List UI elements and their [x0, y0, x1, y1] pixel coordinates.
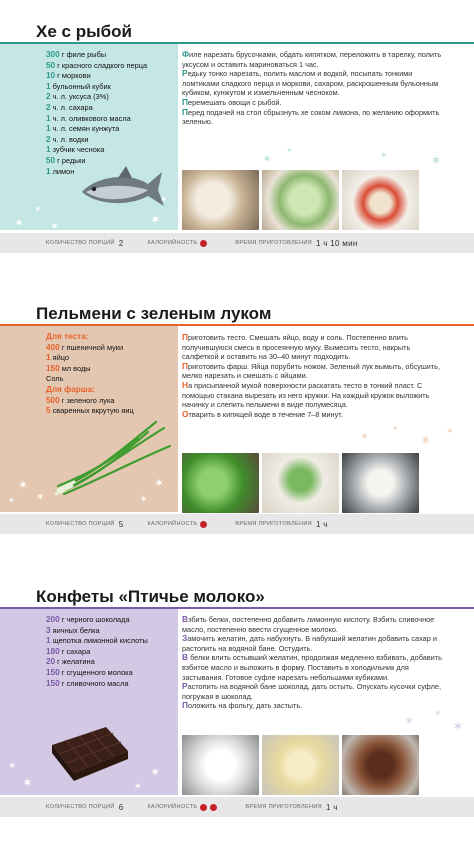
step-initial: О: [182, 408, 189, 419]
star-icon: ✶: [360, 431, 370, 443]
ingredient-quantity: 200: [46, 615, 60, 624]
ingredient-quantity: 3: [46, 625, 51, 635]
step-text: риготовить фарш. Яйца порубить ножом. Зеленый лук вымыть, обсушить, мелко нарезать и смешать с яйцами.: [182, 361, 440, 381]
recipe-footer: [0, 514, 474, 534]
ingredient-text: г красного сладкого перца: [55, 60, 148, 70]
portions-label: КОЛИЧЕСТВО ПОРЦИЙ: [46, 804, 115, 810]
recipe-title: Конфеты «Птичье молоко»: [36, 587, 265, 606]
recipe-footer: [0, 797, 474, 817]
calorie-dot-icon: [200, 804, 207, 811]
step-text: белки влить остывший желатин, продолжая медленно взбивать, добавить взбитое масло и выложить в форму. Поставить в холодильник для застывания. Готовое суфле нарезать небольшими кубиками.: [182, 653, 442, 682]
photo-chopped-onion: [182, 453, 259, 513]
step-initial: Р: [182, 681, 188, 692]
ingredient-item: [46, 657, 148, 668]
step-paragraph: [182, 701, 448, 711]
step-initial: З: [182, 633, 188, 644]
step-paragraph: [182, 108, 448, 127]
ingredient-text: ч. л. сахара: [50, 102, 93, 112]
ingredient-item: [46, 374, 134, 385]
calorie-dot-icon: [210, 804, 217, 811]
ingredient-quantity: 300: [46, 50, 60, 59]
step-photos: [182, 735, 419, 795]
ingredient-quantity: 1: [46, 166, 51, 176]
ingredient-text: г редьки: [55, 155, 86, 165]
step-paragraph: [182, 333, 448, 362]
star-icon: ✶: [262, 152, 273, 166]
ingredient-item: [46, 636, 148, 647]
ingredient-item: [46, 385, 134, 396]
photo-souffle-cubes: [262, 735, 339, 795]
calorie-dots: [197, 521, 207, 528]
step-paragraph: [182, 615, 448, 634]
ingredient-quantity: 1: [46, 113, 51, 123]
ingredient-item: [46, 615, 148, 626]
ingredient-quantity: 500: [46, 395, 60, 405]
ingredient-item: [46, 114, 147, 125]
ingredient-subheading: Для теста:: [46, 332, 89, 341]
ingredient-item: [46, 668, 148, 679]
ingredient-text: яйцо: [50, 353, 70, 363]
step-paragraph: [182, 98, 448, 108]
step-text: амочить желатин, дать набухнуть. В набухший желатин добавить сахар и растопить на водяной бане. Остудить.: [182, 634, 437, 653]
step-initial: Н: [182, 379, 189, 390]
ingredient-item: [46, 92, 147, 103]
ingredient-text: лимон: [50, 166, 75, 176]
portions-value: 5: [118, 519, 124, 529]
ingredient-quantity: 2: [46, 102, 51, 112]
ingredient-item: [46, 50, 147, 61]
star-icon: ✶: [50, 221, 60, 230]
step-paragraph: [182, 69, 448, 98]
ingredient-item: [46, 103, 147, 114]
star-icon: ✶: [286, 146, 293, 155]
ingredient-quantity: 150: [46, 667, 60, 677]
star-icon: ✶: [8, 761, 17, 772]
ingredient-text: г желатина: [55, 657, 95, 667]
photo-plated-dish: [342, 170, 419, 230]
star-icon: ✶: [140, 494, 148, 504]
ingredient-item: [46, 71, 147, 82]
star-icon: ✶: [430, 152, 442, 168]
ingredient-item: [46, 353, 134, 364]
fish-illustration: [78, 162, 166, 214]
ingredient-item: [46, 332, 134, 343]
portions-value: 6: [118, 802, 124, 812]
ingredient-text: Соль: [46, 374, 64, 384]
star-icon: ✶: [134, 781, 142, 791]
ingredient-item: [46, 626, 148, 637]
ingredient-quantity: 50: [46, 155, 56, 165]
portions-label: КОЛИЧЕСТВО ПОРЦИЙ: [46, 521, 115, 527]
star-icon: ✶: [14, 216, 25, 230]
calorie-label: КАЛОРИЙНОСТЬ: [147, 240, 198, 246]
star-icon: ✶: [420, 432, 432, 448]
star-icon: ✶: [34, 204, 42, 214]
step-text: тварить в кипящей воде в течение 7–8 минут.: [188, 409, 343, 419]
ingredient-quantity: 1: [46, 636, 51, 646]
calorie-label: КАЛОРИЙНОСТЬ: [147, 521, 198, 527]
ingredient-text: ч. л. водки: [50, 134, 89, 144]
step-paragraph: [182, 381, 448, 410]
ingredient-text: г черного шоколада: [59, 615, 130, 624]
ingredient-quantity: 2: [46, 92, 51, 102]
ingredient-quantity: 150: [46, 363, 60, 373]
ingredient-quantity: 20: [46, 657, 56, 667]
ingredient-text: ч. л. семян кунжута: [50, 124, 120, 134]
star-icon: ✶: [22, 775, 33, 790]
ingredients-list: [46, 50, 147, 177]
calorie-label: КАЛОРИЙНОСТЬ: [147, 804, 198, 810]
step-text: еред подачей на стол сбрызнуть хе соком лимона, по желанию оформить зеленью.: [182, 107, 440, 127]
step-text: оложить на фольгу, дать застыть.: [188, 701, 303, 711]
ingredient-item: [46, 396, 134, 407]
step-text: риготовить тесто. Смешать яйцо, воду и соль. Постепенно влить получившуюся смесь в просеянную муку. Вымесить тесто, накрыть салфеткой и оставить на 30–40 минут подходить.: [182, 333, 411, 362]
ingredient-quantity: 1: [46, 81, 51, 91]
ingredient-quantity: 150: [46, 678, 60, 688]
calorie-dots: [197, 240, 207, 247]
ingredient-quantity: 180: [46, 646, 60, 656]
calorie-dot-icon: [200, 240, 207, 247]
portions-label: КОЛИЧЕСТВО ПОРЦИЙ: [46, 240, 115, 246]
ingredient-text: сваренных вкрутую яиц: [50, 406, 134, 416]
ingredients-panel: [0, 44, 178, 230]
ingredient-quantity: 50: [46, 60, 56, 70]
ingredient-subheading: Для фарша:: [46, 384, 95, 394]
ingredient-item: [46, 124, 147, 135]
step-initial: В: [182, 614, 189, 624]
ingredient-text: г сахара: [59, 646, 91, 656]
star-icon: ✶: [446, 426, 454, 436]
ingredient-item: [46, 679, 148, 690]
ingredient-text: г филе рыбы: [59, 50, 107, 59]
star-icon: ✶: [36, 492, 45, 503]
step-initial: Р: [182, 68, 188, 79]
step-paragraph: [182, 410, 448, 420]
ingredient-text: яичных белка: [50, 625, 100, 635]
steps-text: [182, 50, 448, 127]
time-label: ВРЕМЯ ПРИГОТОВЛЕНИЯ: [235, 521, 313, 527]
ingredients-list: [46, 332, 134, 417]
time-value: 1 ч: [326, 802, 338, 812]
step-paragraph: [182, 50, 448, 69]
ingredient-text: г сгущенного молока: [59, 667, 133, 677]
ingredient-text: зубчик чеснока: [50, 145, 105, 155]
step-paragraph: [182, 682, 448, 701]
ingredient-text: мл воды: [59, 363, 91, 373]
ingredient-item: [46, 135, 147, 146]
ingredient-text: ч. л. оливкового масла: [50, 113, 131, 123]
ingredient-quantity: 5: [46, 406, 51, 416]
star-icon: ✶: [8, 496, 15, 505]
star-icon: ✶: [380, 150, 388, 160]
ingredient-item: [46, 145, 147, 156]
steps-text: [182, 615, 448, 711]
portions-value: 2: [118, 238, 124, 248]
step-initial: П: [182, 332, 189, 342]
step-text: едьку тонко нарезать, полить маслом и водкой, посыпать тонкими ломтиками сладкого перца и моркови, сахаром, раскрошенным бульонным кубиком, кунжутом и измельченным чесноком.: [182, 69, 439, 98]
calorie-dots: [197, 804, 217, 811]
step-text: иле нарезать брусочками, обдать кипятком, переложить в тарелку, полить уксусом и оставить мариноваться 1 час.: [182, 50, 442, 69]
ingredient-item: [46, 61, 147, 72]
ingredients-list: [46, 615, 148, 689]
step-initial: П: [182, 106, 189, 117]
ingredient-item: [46, 343, 134, 354]
ingredients-panel: [0, 609, 178, 795]
star-icon: ✶: [150, 765, 161, 779]
step-initial: П: [182, 700, 189, 711]
step-initial: Ф: [182, 49, 190, 59]
photo-fish-pieces: [182, 170, 259, 230]
recipe-title: Хе с рыбой: [36, 22, 132, 41]
step-text: астопить на водяной бане шоколад, дать остыть. Опускать кусочки суфле, погружая в шоколад.: [182, 682, 441, 701]
star-icon: ✶: [392, 424, 399, 433]
step-text: збить белки, постепенно добавить лимонную кислоту. Взбить сливочное масло, постепенно ввести сгущенное молоко.: [182, 615, 435, 634]
recipe-title: Пельмени с зеленым луком: [36, 304, 272, 323]
ingredient-quantity: 10: [46, 71, 56, 81]
star-icon: ✶: [452, 718, 464, 734]
star-icon: ✶: [404, 714, 415, 728]
star-icon: ✶: [160, 194, 168, 204]
ingredient-text: г пшеничной муки: [59, 342, 124, 352]
ingredient-item: [46, 647, 148, 658]
step-initial: П: [182, 360, 189, 371]
step-paragraph: [182, 634, 448, 653]
ingredient-quantity: 1: [46, 145, 51, 155]
chocolate-illustration: [46, 721, 132, 785]
ingredient-text: ч. л. уксуса (3%): [50, 92, 109, 102]
recipe-footer: [0, 233, 474, 253]
time-label: ВРЕМЯ ПРИГОТОВЛЕНИЯ: [245, 804, 323, 810]
star-icon: ✶: [434, 708, 442, 718]
step-paragraph: [182, 653, 448, 682]
ingredient-text: г зеленого лука: [59, 395, 115, 405]
step-photos: [182, 453, 419, 513]
ingredient-text: бульонный кубик: [50, 81, 111, 91]
ingredient-item: [46, 406, 134, 417]
ingredient-quantity: 1: [46, 353, 51, 363]
ingredients-panel: [0, 326, 178, 512]
ingredient-quantity: 2: [46, 134, 51, 144]
time-value: 1 ч 10 мин: [316, 238, 358, 248]
steps-text: [182, 333, 448, 419]
ingredient-text: г сливочного масла: [59, 678, 129, 688]
step-photos: [182, 170, 419, 230]
photo-radish: [262, 170, 339, 230]
step-text: еремешать овощи с рыбой.: [188, 97, 282, 107]
step-initial: В: [182, 652, 189, 663]
step-initial: П: [182, 96, 189, 107]
calorie-dot-icon: [200, 521, 207, 528]
photo-chocolate-coating: [342, 735, 419, 795]
ingredient-item: [46, 82, 147, 93]
photo-boiling-pot: [342, 453, 419, 513]
step-paragraph: [182, 362, 448, 381]
ingredient-quantity: 400: [46, 342, 60, 352]
ingredient-item: [46, 364, 134, 375]
ingredient-text: г моркови: [55, 71, 91, 81]
ingredient-text: щепотка лимонной кислоты: [50, 636, 148, 646]
photo-filling-dough: [262, 453, 339, 513]
step-text: а присыпанной мукой поверхности раскатать тесто в тонкий пласт. С помощью стакана вырезать из него кружки. На каждый кружок выложить начинку и слепить пельмени в виде полумесяца.: [182, 380, 430, 410]
time-value: 1 ч: [316, 519, 328, 529]
time-label: ВРЕМЯ ПРИГОТОВЛЕНИЯ: [235, 240, 313, 246]
star-icon: ✶: [18, 478, 29, 492]
ingredient-quantity: 1: [46, 124, 51, 134]
star-icon: ✶: [154, 476, 165, 490]
photo-whisked-whites: [182, 735, 259, 795]
star-icon: ✶: [150, 212, 161, 227]
